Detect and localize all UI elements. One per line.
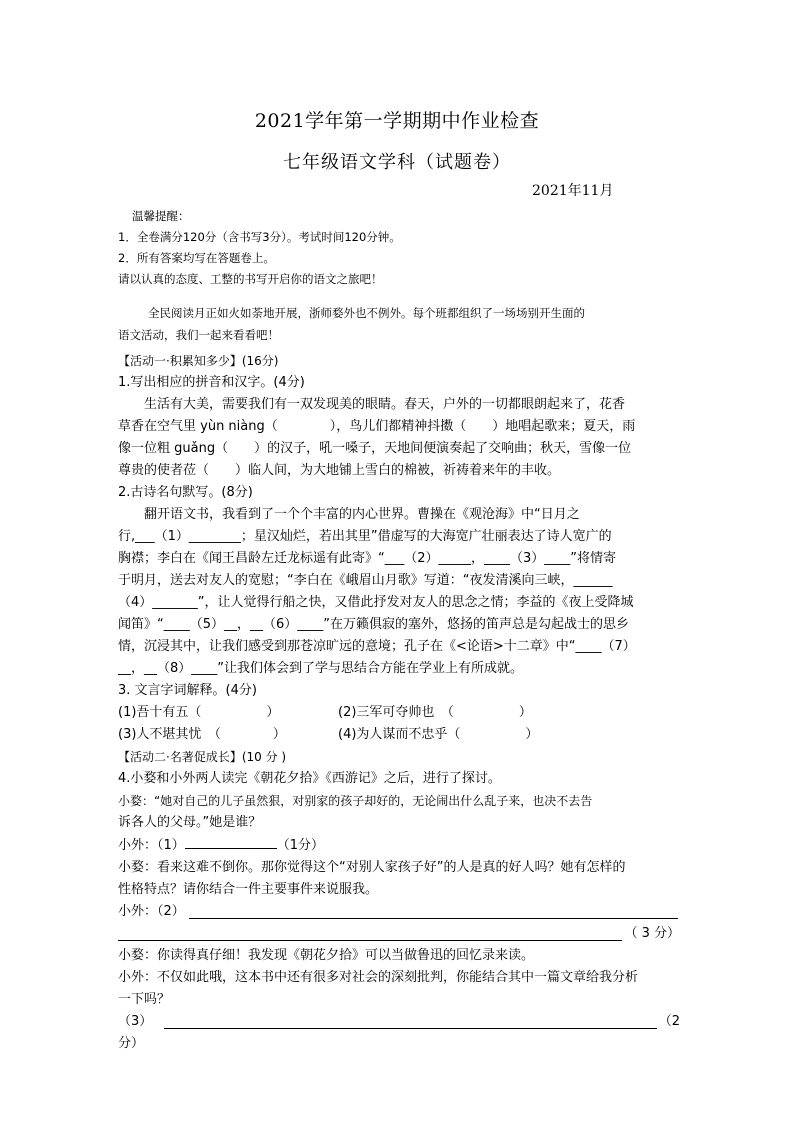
q4-line: 诉各人的父母。”她是谁？ (118, 815, 262, 830)
q4-answer-2 (118, 901, 680, 923)
q4-answer-prefix: 小外：（1） (118, 838, 185, 853)
q4-line: 小婺：看来这难不倒你。那你觉得这个“对别人家孩子好”的人是真的好人吗？她有怎样的 (118, 860, 626, 875)
q1-line: 草香在空气里 yùn niàng（ ），鸟儿们都精神抖擞（ ）地唱起歌来；夏天，雨 (118, 419, 636, 434)
exam-subtitle: 七年级语文学科（试题卷） (283, 152, 511, 173)
q4-line: 一下吗？ (118, 992, 171, 1007)
tips-item: 2．所有答案均写在答题卷上。 (118, 251, 275, 265)
q4-answer-points: （1分） (276, 838, 325, 853)
q4-line: 小婺：“她对自己的儿子虽然狠，对别家的孩子却好的，无论闹出什么乱子来，也决不去告 (118, 794, 593, 808)
q2-line: 行,___（1）________；星汉灿烂，若出其里”借虚写的大海宽广壮丽表达了诗人宽广的 (118, 529, 612, 544)
q4-answer-2b (118, 923, 680, 945)
tips-block (118, 206, 401, 290)
q1-line: 生活有大美，需要我们有一双发现美的眼睛。春天，户外的一切都眼朗起来了，花香 (144, 397, 626, 412)
q3-title: 3. 文言字词解释。(4分) (118, 683, 257, 698)
answer-blank-line (189, 902, 678, 919)
q2-line: 闻笛》“____（5）__，__（6）____”在万籁俱寂的塞外，悠扬的笛声总是勾起战士的思乡 (118, 617, 630, 632)
intro-line: 全民阅读月正如火如荼地开展，浙师婺外也不例外。每个班都组织了一场场别开生面的 (148, 306, 585, 320)
tips-item: 请以认真的态度、工整的书写开启你的语文之旅吧！ (118, 272, 383, 286)
q4-title: 4.小婺和小外两人读完《朝花夕拾》《西游记》之后，进行了探讨。 (118, 771, 501, 786)
q2-line: 胸襟；李白在《闻王昌龄左迁龙标遥有此寄》“___（2）_____，____（3）____”将情寄 (118, 551, 617, 566)
answer-blank-line (118, 924, 622, 941)
q2-line: 翻开语文书，我看到了一个个丰富的内心世界。曹操在《观沧海》中“日月之 (144, 507, 580, 522)
intro-paragraph (118, 302, 678, 346)
q4-line: 小婺：你读得真仔细！我发现《朝花夕拾》可以当做鲁迅的回忆录来读。 (118, 948, 535, 963)
tips-heading: 温馨提醒： (132, 209, 190, 223)
answer-blank-line (164, 1012, 656, 1029)
answer-blank-line (185, 834, 277, 849)
question-body (118, 350, 680, 1055)
q2-line: 情，沉浸其中，让我们感受到那苍凉旷远的意境；孔子在《<论语>十二章》中“____（7） (118, 639, 636, 654)
q1-line: 像一位粗 guǎng（ ）的汉子，吼一嗓子，天地间便演奏起了交响曲；秋天，雪像一位 (118, 441, 632, 456)
q4-line: 小外：不仅如此哦，这本书中还有很多对社会的深刻批判，你能结合其中一篇文章给我分析 (118, 970, 639, 985)
q3-row (118, 702, 680, 724)
activity1-heading: 【活动一·积累知多少】(16分) (118, 354, 279, 368)
q4-answer-points: （ 3 分） (624, 926, 680, 941)
q2-line: __，__（8）____”让我们体会到了学与思结合方能在学业上有所成就。 (118, 661, 524, 676)
q4-answer-prefix: 小外：（2） (118, 904, 185, 919)
q4-line: 性格特点？请你结合一件主要事件来说服我。 (118, 882, 379, 897)
tips-item: 1．全卷满分120分（含书写3分）。考试时间120分钟。 (118, 230, 401, 244)
q3-item: (2)三军可夺帅也 （ ） (338, 705, 532, 720)
q4-answer-3 (118, 1011, 680, 1033)
q3-item: (4)为人谋而不忠乎（ ） (338, 727, 539, 742)
q4-answer-1 (118, 834, 680, 857)
exam-title: 2021学年第一学期期中作业检查 (254, 110, 540, 132)
activity2-heading: 【活动二·名著促成长】(10 分 ) (118, 750, 287, 764)
q4-answer-points: （2 (658, 1014, 680, 1029)
q3-item: (3)人不堪其忧 （ ） (118, 727, 286, 742)
intro-line: 语文活动，我们一起来看看吧！ (118, 328, 279, 342)
q2-line: 于明月，送去对友人的宽慰；“李白在《峨眉山月歌》写道：“夜发清溪向三峡，______ (118, 573, 613, 588)
q1-title: 1.写出相应的拼音和汉字。(4分) (118, 375, 305, 390)
q4-answer-prefix: （3） (118, 1014, 153, 1029)
q2-line: （4）_______”，让人觉得行船之快，又借此抒发对友人的思念之情；李益的《夜上受降城 (118, 595, 634, 610)
q3-item: (1)吾十有五（ ） (118, 705, 280, 720)
q4-line: 分） (118, 1036, 145, 1051)
q2-title: 2.古诗名句默写。(8分) (118, 485, 253, 500)
q3-row (118, 724, 680, 746)
exam-date: 2021年11月 (532, 183, 614, 199)
q1-line: 尊贵的使者莅（ ）临人间，为大地铺上雪白的棉被，祈祷着来年的丰收。 (118, 463, 561, 478)
